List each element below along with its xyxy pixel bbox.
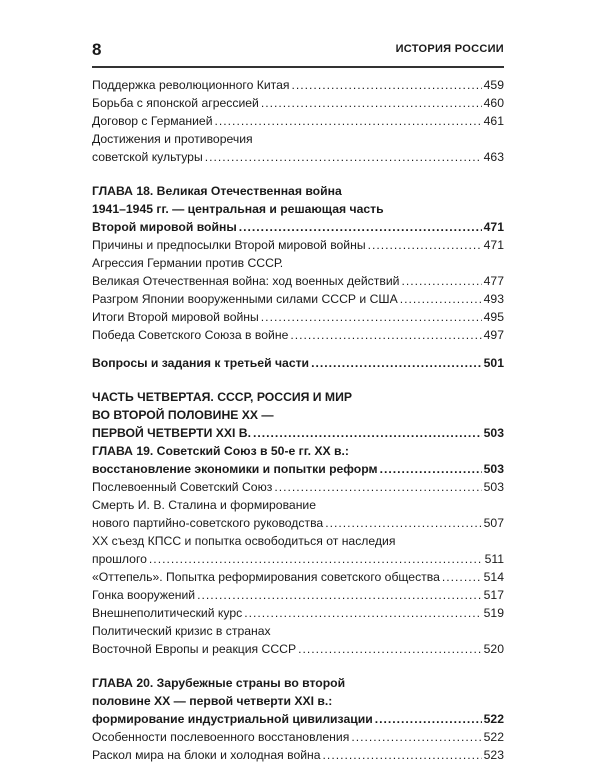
toc-line-text: Второй мировой войны [92,220,237,234]
toc-line-text: ВО ВТОРОЙ ПОЛОВИНЕ XX — [92,408,274,422]
dot-leader [400,290,482,308]
toc-line [92,568,504,586]
toc-line-text: нового партийно-советского руководства [92,516,324,530]
toc-line-text: Особенности послевоенного восстановления [92,730,350,744]
toc-line [92,532,504,550]
toc-line [92,76,504,94]
toc-entry[interactable] [92,532,504,568]
toc-page-number: 495 [483,310,504,324]
toc-page-number: 459 [483,78,504,92]
toc-entry[interactable] [92,728,504,746]
running-title: ИСТОРИЯ РОССИИ [395,43,504,55]
toc-line [92,354,504,372]
toc-page-number: 471 [483,220,504,234]
toc-entry[interactable] [92,622,504,658]
toc-line-text: прошлого [92,552,147,566]
toc-entry[interactable] [92,94,504,112]
toc-entry[interactable] [92,130,504,166]
toc-line-text: Поддержка революционного Китая [92,78,290,92]
toc-entry[interactable] [92,478,504,496]
toc-line-text: ГЛАВА 19. Советский Союз в 50-е гг. XX в.: [92,444,349,458]
dot-leader [197,586,482,604]
section-gap [92,344,504,354]
page-number: 8 [92,40,102,59]
header-rule [92,66,504,68]
toc-line [92,290,504,308]
table-of-contents [92,76,504,764]
page-header [92,40,504,66]
toc-line [92,496,504,514]
toc-page-number: 497 [483,328,504,342]
toc-line-text: формирование индустриальной цивилизации [92,712,373,726]
toc-page-number: 460 [483,96,504,110]
toc-page-number: 511 [484,552,504,566]
section-gap [92,658,504,674]
toc-line [92,272,504,290]
toc-page-number: 522 [483,730,504,744]
dot-leader [290,326,481,344]
toc-line [92,388,504,406]
toc-line-text: «Оттепель». Попытка реформирования советского общества [92,570,440,584]
toc-line-text: Победа Советского Союза в войне [92,328,289,342]
toc-page-number: 503 [483,480,504,494]
toc-page-number: 503 [483,426,504,440]
dot-leader [253,424,482,442]
dot-leader [380,460,482,478]
dot-leader [442,568,482,586]
toc-page-number: 507 [483,516,504,530]
dot-leader [215,112,482,130]
toc-entry[interactable] [92,272,504,290]
toc-line [92,550,504,568]
toc-line [92,308,504,326]
section-gap [92,166,504,182]
toc-entry[interactable] [92,290,504,308]
toc-line [92,406,504,424]
toc-heading[interactable] [92,182,504,236]
dot-leader [149,550,483,568]
toc-line-text: восстановление экономики и попытки реформ [92,462,378,476]
toc-line-text: Договор с Германией [92,114,213,128]
toc-page-number: 517 [483,588,504,602]
toc-page-number: 477 [483,274,504,288]
toc-line-text: Восточной Европы и реакция СССР [92,642,297,656]
toc-page-number: 514 [483,570,504,584]
toc-line-text: Агрессия Германии против СССР. [92,256,284,270]
toc-entry[interactable] [92,326,504,344]
toc-entry[interactable] [92,586,504,604]
toc-entry[interactable] [92,604,504,622]
dot-leader [298,640,482,658]
toc-line-text: Разгром Японии вооруженными силами СССР и США [92,292,398,306]
toc-page-number: 523 [483,748,504,762]
toc-page-number: 520 [483,642,504,656]
toc-line [92,326,504,344]
toc-line [92,94,504,112]
dot-leader [292,76,482,94]
toc-line [92,218,504,236]
toc-line-text: Смерть И. В. Сталина и формирование [92,498,317,512]
dot-leader [205,148,482,166]
toc-heading[interactable] [92,674,504,728]
toc-page-number: 522 [483,712,504,726]
toc-entry[interactable] [92,308,504,326]
toc-line-text: Великая Отечественная война: ход военных действий [92,274,400,288]
dot-leader [351,728,481,746]
toc-line [92,254,504,272]
toc-line-text: Борьба с японской агрессией [92,96,259,110]
dot-leader [311,354,482,372]
toc-line-text: ГЛАВА 20. Зарубежные страны во второй [92,676,346,690]
toc-page-number: 471 [483,238,504,252]
toc-line [92,622,504,640]
toc-line [92,460,504,478]
toc-page-number: 493 [483,292,504,306]
dot-leader [274,478,481,496]
toc-line-text: половине XX — первой четверти XXI в.: [92,694,333,708]
toc-line-text: Послевоенный Советский Союз [92,480,273,494]
dot-leader [401,272,481,290]
toc-line-text: 1941–1945 гг. — центральная и решающая часть [92,202,384,216]
toc-entry[interactable] [92,112,504,130]
toc-entry[interactable] [92,746,504,764]
toc-line [92,728,504,746]
section-gap [92,372,504,388]
toc-line [92,674,504,692]
toc-line-text: Итоги Второй мировой войны [92,310,259,324]
toc-line [92,478,504,496]
toc-page-number: 463 [483,150,504,164]
toc-entry[interactable] [92,236,504,254]
toc-entry[interactable] [92,496,504,532]
toc-line [92,130,504,148]
toc-line-text: ЧАСТЬ ЧЕТВЕРТАЯ. СССР, РОССИЯ И МИР [92,390,352,404]
toc-line-text: Гонка вооружений [92,588,196,602]
toc-line [92,148,504,166]
toc-line-text: Вопросы и задания к третьей части [92,356,310,370]
toc-line [92,710,504,728]
toc-line [92,112,504,130]
toc-page-number: 503 [483,462,504,476]
dot-leader [368,236,482,254]
toc-line [92,604,504,622]
toc-line-text: Внешнеполитический курс [92,606,243,620]
toc-line-text: ГЛАВА 18. Великая Отечественная война [92,184,342,198]
toc-line [92,200,504,218]
toc-line [92,746,504,764]
dot-leader [261,308,482,326]
toc-page-number: 461 [483,114,504,128]
toc-line [92,640,504,658]
toc-heading[interactable] [92,354,504,372]
toc-entry[interactable] [92,254,504,272]
toc-line-text: Раскол мира на блоки и холодная война [92,748,321,762]
dot-leader [325,514,481,532]
dot-leader [375,710,482,728]
toc-line-text: советской культуры [92,150,203,164]
dot-leader [239,218,482,236]
toc-line [92,424,504,442]
toc-heading[interactable] [92,388,504,442]
toc-line [92,514,504,532]
toc-page-number: 519 [483,606,504,620]
dot-leader [261,94,482,112]
toc-line [92,586,504,604]
toc-line [92,692,504,710]
toc-heading[interactable] [92,442,504,478]
toc-line-text: Политический кризис в странах [92,624,271,638]
dot-leader [323,746,482,764]
toc-line-text: Причины и предпосылки Второй мировой войны [92,238,366,252]
toc-entry[interactable] [92,76,504,94]
toc-line [92,442,504,460]
toc-line [92,182,504,200]
toc-line-text: ПЕРВОЙ ЧЕТВЕРТИ XXI В. [92,426,251,440]
toc-line-text: Достижения и противоречия [92,132,253,146]
toc-line [92,236,504,254]
toc-line-text: XX съезд КПСС и попытка освободиться от наследия [92,534,396,548]
toc-entry[interactable] [92,568,504,586]
dot-leader [244,604,481,622]
toc-page-number: 501 [483,356,504,370]
